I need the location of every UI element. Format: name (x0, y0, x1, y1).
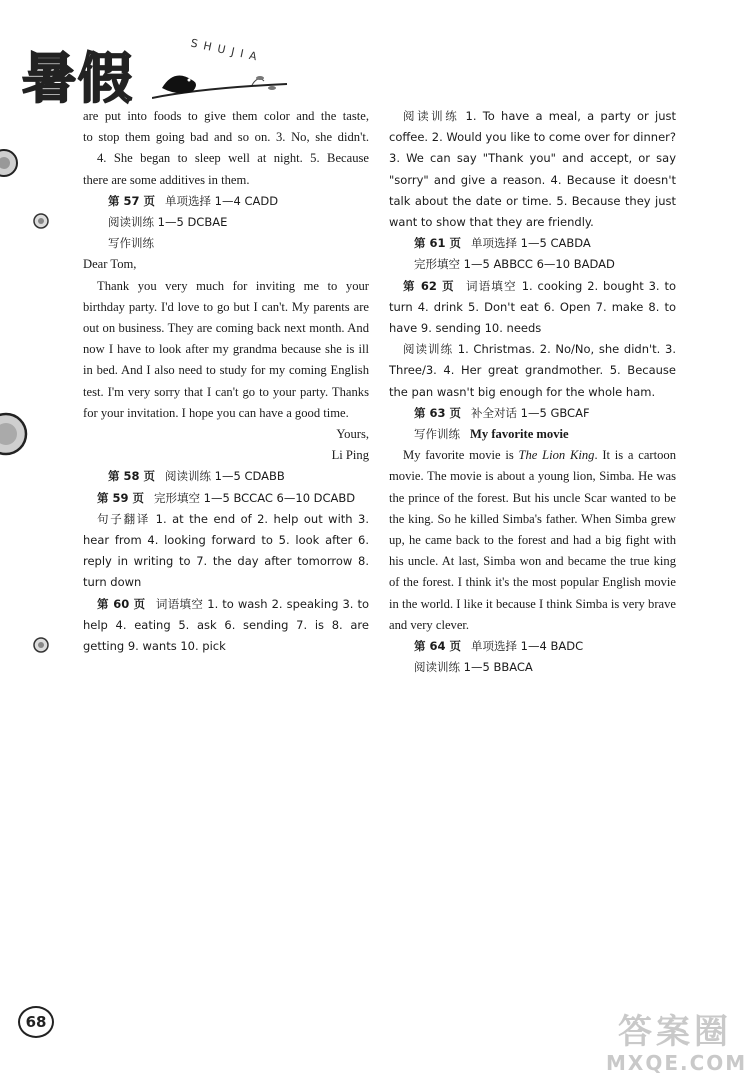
page-ref: 第 61 页 (414, 236, 462, 251)
letter-closing: Yours, (336, 427, 369, 442)
section-label: 写作训练 (108, 236, 154, 251)
watermark (606, 1012, 748, 1080)
binding-hole-icon (32, 212, 52, 232)
essay-text: My favorite movie is (403, 448, 514, 463)
page-ref: 第 58 页 (108, 469, 156, 484)
text-line: 4. She began to sleep well at night. 5. Because (97, 151, 369, 166)
answer-line: 完形填空 1—5 BCCAC 6—10 DCABD (154, 490, 356, 505)
answer-line: 阅读训练 1—5 CDABB (165, 469, 285, 484)
letter-salutation: Dear Tom, (83, 257, 137, 272)
logo-pinyin: SHUJIA (189, 36, 264, 65)
page-ref: 第 60 页 (97, 596, 146, 611)
letter-body: Thank you very much for inviting me to your birthday party. I'd love to go but I can't. My parents are out on business. They are coming back next month. And now I have to look after my grandma because she is ill in bed. And I also need to study for my coming English test. I'm very sorry that I can't go to your party. Thanks for your invitation. I hope you can have a good time. (83, 278, 369, 420)
binding-hole-icon (0, 148, 24, 178)
watermark-top: 答案圈 (618, 1012, 732, 1052)
page-ref: 第 64 页 (414, 639, 462, 654)
section-label: 写作训练 (414, 427, 460, 442)
answer-line: 补全对话 1—5 GBCAF (471, 405, 590, 420)
page-ref: 第 63 页 (414, 405, 462, 420)
page-ref: 第 62 页 (403, 278, 455, 293)
bird-branch-icon (152, 58, 292, 108)
answer-block: 阅读训练 1. To have a meal, a party or just coffee. 2. Would you like to come over for dinner? 3. We can say "Thank you" and accept, or say "sorry" and give a reason. 4. Because it doesn't talk about the date or time. 5. Because they just want to show that they are friendly. (389, 109, 676, 230)
essay-title: My favorite movie (470, 427, 569, 442)
answer-line: 单项选择 1—5 CABDA (471, 236, 591, 251)
text-line: are put into foods to give them color and the taste, (83, 109, 369, 123)
answer-block: 词语填空 1. to wash 2. speaking 3. to help 4. eating 5. ask 6. sending 7. is 8. are getting 9. wants 10. pick (83, 596, 370, 654)
letter-signature: Li Ping (331, 448, 369, 463)
binding-hole-icon (0, 412, 34, 458)
page-ref: 第 59 页 (97, 490, 145, 505)
movie-title: The Lion King (518, 448, 595, 463)
watermark-bottom: MXQE.COM (606, 1051, 748, 1075)
answer-line: 阅读训练 1—5 BBACA (414, 660, 533, 675)
text-line: there are some additives in them. (83, 172, 250, 187)
binding-hole-icon (32, 636, 52, 656)
answer-line: 完形填空 1—5 ABBCC 6—10 BADAD (414, 257, 615, 272)
right-column (389, 106, 676, 678)
text-line: to stop them going bad and so on. 3. No, she didn't. (83, 130, 369, 145)
essay-body (389, 445, 676, 636)
logo-title: 暑假 (22, 47, 134, 110)
answer-block: 阅读训练 1. Christmas. 2. No/No, she didn't. 3. Three/3. 4. Her great grandmother. 5. Because the pan wasn't big enough for the whole ham. (389, 342, 676, 399)
page-ref: 第 57 页 (108, 193, 156, 208)
left-column (83, 106, 369, 657)
answer-line: 单项选择 1—4 BADC (471, 639, 584, 654)
answer-line: 单项选择 1—4 CADD (165, 193, 279, 208)
page-number: 68 (18, 1006, 54, 1038)
answer-line: 阅读训练 1—5 DCBAE (108, 215, 228, 230)
answer-block: 词语填空 1. cooking 2. bought 3. to turn 4. drink 5. Don't eat 6. Open 7. make 8. to have 9. sending 10. needs (389, 278, 676, 336)
answer-block: 句子翻译 1. at the end of 2. help out with 3. hear from 4. looking forward to 5. look after 6. reply in writing to 7. the day after tomorrow 8. turn down (83, 511, 369, 590)
header-logo (22, 30, 292, 110)
essay-text: . It is a cartoon movie. The movie is about a young lion, Simba. He was the prince of the forest. But his uncle Scar wanted to be the king. So he killed Simba's father. When Simba grew up, he came back to the forest and had a big fight with his uncle. At last, Simba won and became the true king of the forest. I think it's the most popular English movie in the world. I like it because I think Simba is very brave and very clever. (389, 448, 677, 632)
